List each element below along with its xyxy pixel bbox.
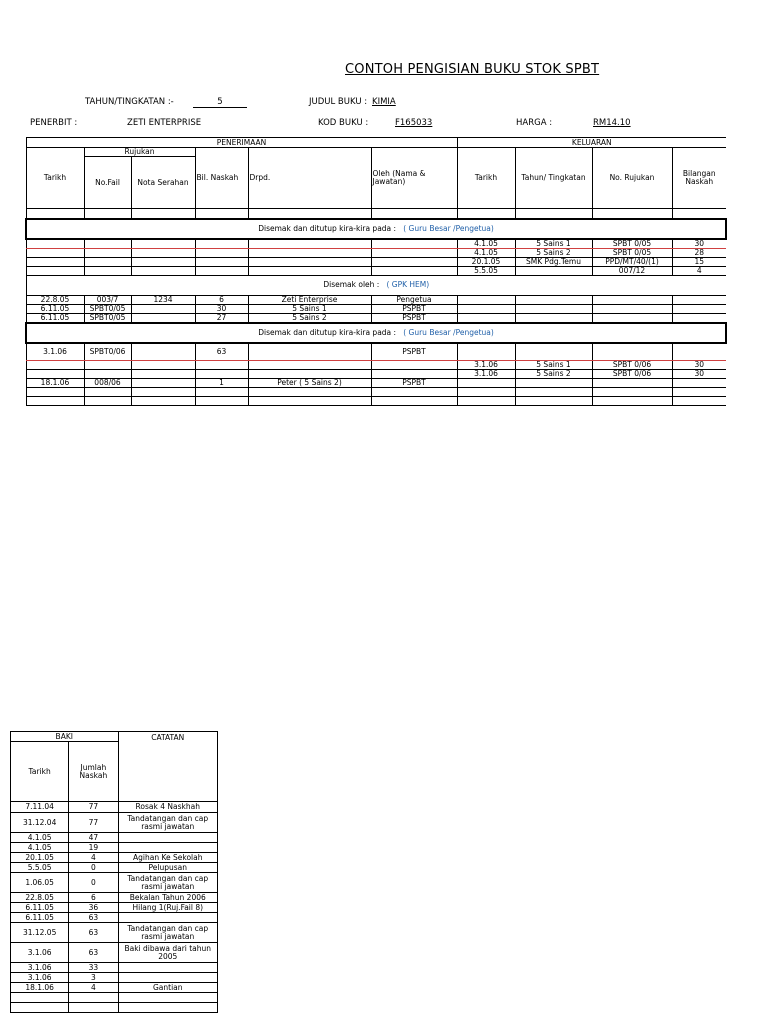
tahun-value: 5: [193, 97, 247, 108]
tahun-label: TAHUN/TINGKATAN :-: [85, 97, 174, 107]
table-row: 3.1.06 5 Sains 1 SPBT 0/06 30: [26, 361, 726, 370]
header-tarikh: Tarikh: [26, 148, 84, 209]
check-row-1: [26, 219, 726, 239]
header-bil-naskah: Bil. Naskah: [195, 148, 248, 209]
table-row: 6.11.05 SPBT0/05 27 5 Sains 2 PSPBT: [26, 313, 726, 323]
baki-row: 22.8.05 6 Bekalan Tahun 2006: [11, 893, 218, 903]
baki-row: 4.1.05 19: [11, 843, 218, 853]
penerbit-value: ZETI ENTERPRISE: [127, 118, 202, 128]
catatan-header: CATATAN: [118, 732, 217, 802]
baki-row: 20.1.05 4 Agihan Ke Sekolah: [11, 853, 218, 863]
baki-row: 6.11.05 36 Hilang 1(Ruj.Fail 8): [11, 903, 218, 913]
header-bilangan-naskah: Bilangan Naskah: [672, 148, 726, 209]
group-keluaran: KELUARAN: [457, 138, 726, 148]
baki-row: 31.12.04 77 Tandatangan dan cap rasmi jawatan: [11, 813, 218, 833]
header-no-rujukan: No. Rujukan: [592, 148, 672, 209]
header-tahun-tingkatan: Tahun/ Tingkatan: [515, 148, 592, 209]
check-1-who: ( Guru Besar /Pengetua): [403, 223, 494, 233]
table-row: 22.8.05 003/7 1234 6 Zeti Enterprise Pengetua: [26, 295, 726, 304]
baki-table: [10, 731, 218, 1013]
table-row: 4.1.05 5 Sains 2 SPBT 0/05 28: [26, 248, 726, 257]
stock-table: [25, 137, 727, 406]
judul-value: KIMIA: [372, 97, 396, 107]
baki-row: 5.5.05 0 Pelupusan: [11, 863, 218, 873]
baki-row: 3.1.06 33: [11, 963, 218, 973]
table-row: 4.1.05 5 Sains 1 SPBT 0/05 30: [26, 239, 726, 249]
baki-row: 7.11.04 77 Rosak 4 Naskhah: [11, 802, 218, 813]
baki-row: 1.06.05 0 Tandatangan dan cap rasmi jawatan: [11, 873, 218, 893]
baki-row: 31.12.05 63 Tandatangan dan cap rasmi jawatan: [11, 923, 218, 943]
table-row: 3.1.06 SPBT0/06 63 PSPBT: [26, 343, 726, 361]
header-oleh: Oleh (Nama & Jawatan): [371, 148, 457, 209]
baki-header-jumlah: Jumlah Naskah: [69, 742, 118, 802]
harga-label: HARGA :: [516, 118, 553, 128]
kod-label: KOD BUKU :: [318, 118, 369, 128]
check-row-3: [26, 323, 726, 343]
check-2-who: ( GPK HEM): [386, 280, 430, 289]
check-2-text: Disemak oleh :: [323, 280, 380, 289]
check-row-2: [26, 275, 726, 295]
baki-title: BAKI: [11, 732, 119, 742]
harga-value: RM14.10: [593, 118, 631, 128]
check-3-who: ( Guru Besar /Pengetua): [403, 327, 494, 337]
baki-header-tarikh: Tarikh: [11, 742, 69, 802]
baki-row: 6.11.05 63: [11, 913, 218, 923]
table-row: 20.1.05 SMK Pdg.Temu PPD/MT/40/(1) 15: [26, 257, 726, 266]
header-tarikh-keluaran: Tarikh: [457, 148, 515, 209]
kod-value: F165033: [395, 118, 433, 128]
baki-row: 3.1.06 63 Baki dibawa dari tahun 2005: [11, 943, 218, 963]
baki-row: 3.1.06 3: [11, 973, 218, 983]
table-row: 6.11.05 SPBT0/05 30 5 Sains 1 PSPBT: [26, 304, 726, 313]
header-no-fail: No.Fail: [84, 157, 131, 209]
group-penerimaan: PENERIMAAN: [26, 138, 457, 148]
table-row: 5.5.05 007/12 4: [26, 266, 726, 275]
page-title: CONTOH PENGISIAN BUKU STOK SPBT: [345, 62, 600, 77]
check-3-text: Disemak dan ditutup kira-kira pada :: [258, 327, 397, 337]
baki-row: 4.1.05 47: [11, 833, 218, 843]
baki-row: 18.1.06 4 Gantian: [11, 983, 218, 993]
check-1-text: Disemak dan ditutup kira-kira pada :: [258, 223, 397, 233]
penerbit-label: PENERBIT :: [30, 118, 78, 128]
header-rujukan: Rujukan: [84, 148, 195, 157]
header-nota-serahan: Nota Serahan: [131, 157, 195, 209]
table-row: 18.1.06 008/06 1 Peter ( 5 Sains 2) PSPBT: [26, 379, 726, 388]
table-row: 3.1.06 5 Sains 2 SPBT 0/06 30: [26, 370, 726, 379]
judul-label: JUDUL BUKU :: [309, 97, 368, 107]
header-drpd: Drpd.: [248, 148, 371, 209]
